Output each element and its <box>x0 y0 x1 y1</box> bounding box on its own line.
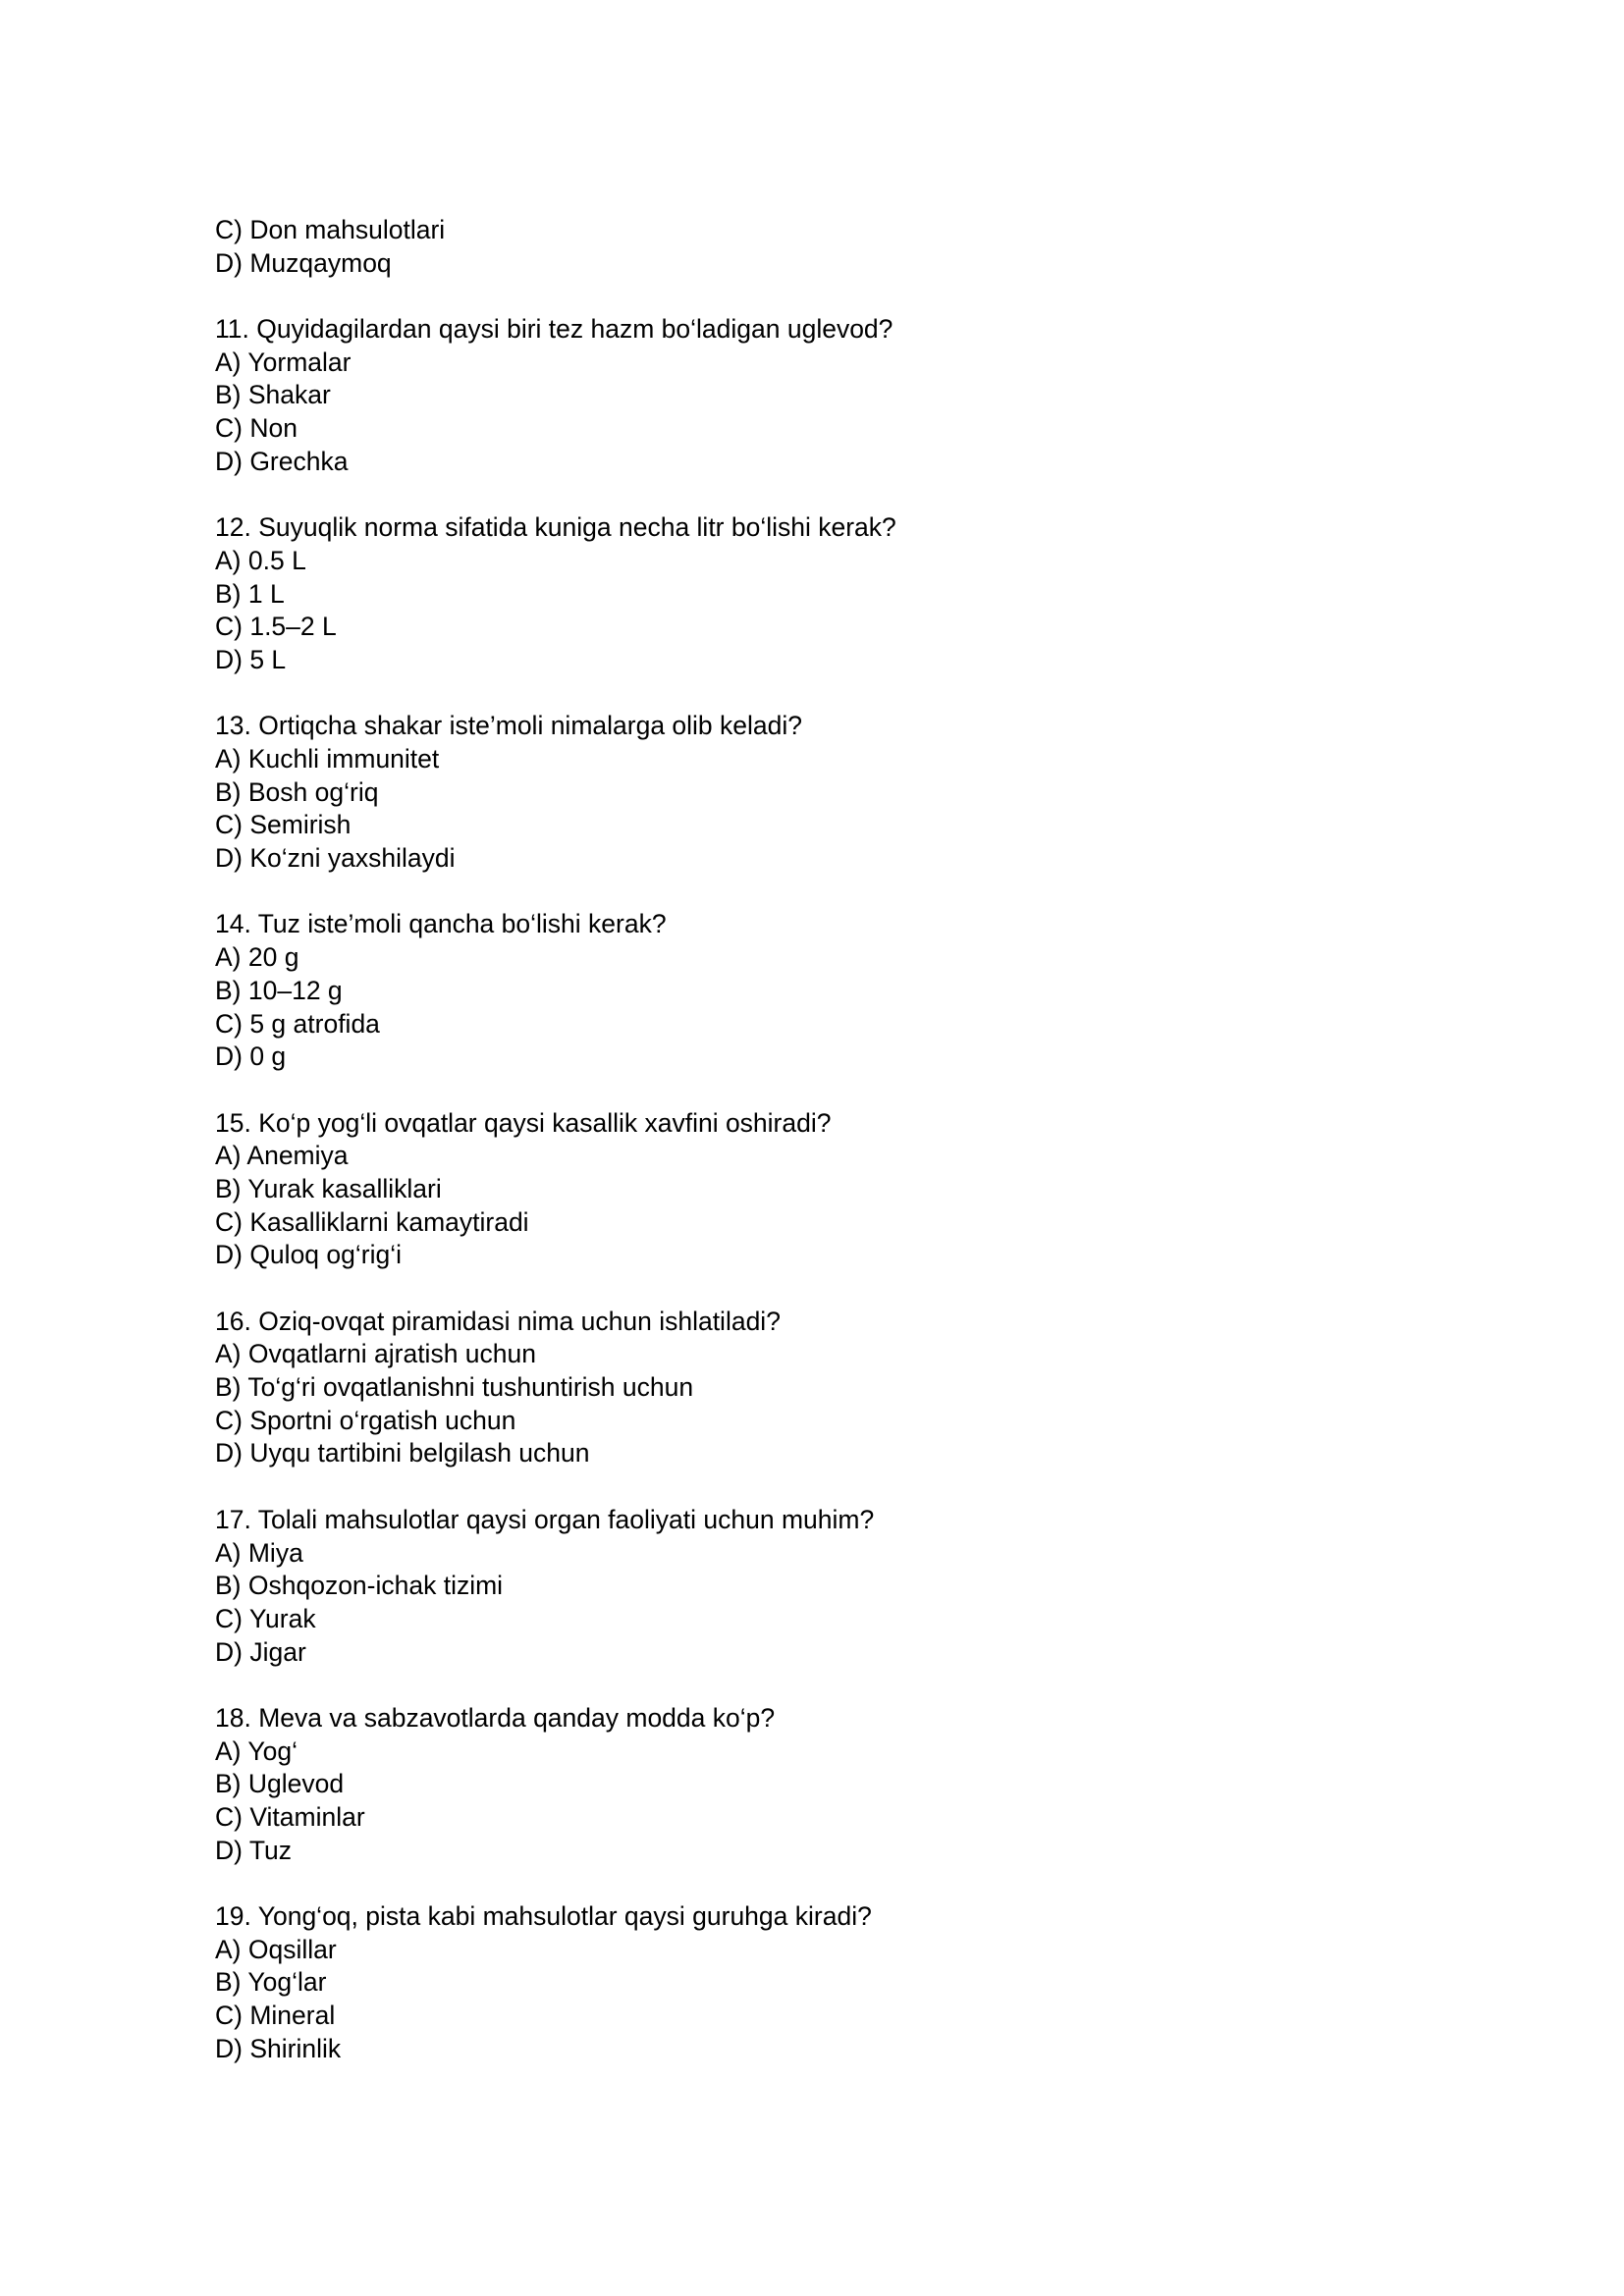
answer-option: D) 0 g <box>215 1041 287 1072</box>
answer-option: D) Jigar <box>215 1636 306 1667</box>
question-text: 11. Quyidagilardan qaysi biri tez hazm bo‘ladigan uglevod? <box>215 314 893 345</box>
continued-question <box>215 214 1433 280</box>
question-16 <box>215 1306 1433 1470</box>
answer-option: A) Miya <box>215 1537 303 1568</box>
spacer <box>215 876 1433 909</box>
answer-option: C) Mineral <box>215 2001 336 2031</box>
question-18 <box>215 1702 1433 1867</box>
answer-option: C) Sportni o‘rgatish uchun <box>215 1405 516 1435</box>
answer-option: B) Uglevod <box>215 1769 345 1799</box>
question-text: 18. Meva va sabzavotlarda qanday modda ko‘p? <box>215 1702 776 1733</box>
question-text: 13. Ortiqcha shakar iste’moli nimalarga olib keladi? <box>215 711 803 741</box>
answer-option: A) 0.5 L <box>215 545 306 575</box>
answer-option: C) Kasalliklarni kamaytiradi <box>215 1206 529 1237</box>
question-17 <box>215 1504 1433 1669</box>
answer-option: D) Muzqaymoq <box>215 247 392 278</box>
answer-option: D) Shirinlik <box>215 2033 342 2063</box>
spacer <box>215 280 1433 313</box>
spacer <box>215 1470 1433 1504</box>
question-13 <box>215 710 1433 875</box>
question-text: 15. Ko‘p yog‘li ovqatlar qaysi kasallik xavfini oshiradi? <box>215 1107 832 1138</box>
spacer <box>215 1867 1433 1900</box>
answer-option: C) Don mahsulotlari <box>215 215 446 244</box>
answer-option: D) Tuz <box>215 1835 293 1865</box>
answer-option: B) Shakar <box>215 380 331 410</box>
question-text: 17. Tolali mahsulotlar qaysi organ faoliyati uchun muhim? <box>215 1504 875 1534</box>
answer-option: D) Quloq og‘rig‘i <box>215 1240 402 1270</box>
answer-option: B) 1 L <box>215 578 285 609</box>
question-14 <box>215 908 1433 1073</box>
answer-option: D) Uyqu tartibini belgilash uchun <box>215 1438 590 1468</box>
question-11 <box>215 313 1433 478</box>
answer-option: C) 5 g atrofida <box>215 1008 380 1039</box>
answer-option: C) Yurak <box>215 1603 316 1633</box>
spacer <box>215 479 1433 512</box>
spacer <box>215 677 1433 711</box>
answer-option: C) 1.5–2 L <box>215 612 337 642</box>
question-text: 19. Yong‘oq, pista kabi mahsulotlar qaysi guruhga kiradi? <box>215 1901 872 1932</box>
answer-option: C) Vitaminlar <box>215 1802 365 1832</box>
spacer <box>215 1074 1433 1107</box>
answer-option: B) Bosh og‘riq <box>215 776 379 807</box>
answer-option: B) Yog‘lar <box>215 1967 327 1998</box>
answer-option: D) 5 L <box>215 644 287 674</box>
answer-option: D) Grechka <box>215 446 349 476</box>
answer-option: B) To‘g‘ri ovqatlanishni tushuntirish uchun <box>215 1372 694 1403</box>
question-19 <box>215 1900 1433 2065</box>
spacer <box>215 1272 1433 1306</box>
answer-option: B) Yurak kasalliklari <box>215 1173 442 1203</box>
answer-option: B) Oshqozon-ichak tizimi <box>215 1571 504 1601</box>
answer-option: A) 20 g <box>215 942 299 973</box>
question-text: 12. Suyuqlik norma sifatida kuniga necha litr bo‘lishi kerak? <box>215 512 896 543</box>
answer-option: D) Ko‘zni yaxshilaydi <box>215 843 456 874</box>
answer-option: A) Ovqatlarni ajratish uchun <box>215 1339 536 1369</box>
question-12 <box>215 511 1433 676</box>
question-text: 16. Oziq-ovqat piramidasi nima uchun ishlatiladi? <box>215 1306 781 1336</box>
answer-option: A) Anemiya <box>215 1141 349 1171</box>
answer-option: A) Yormalar <box>215 347 352 377</box>
spacer <box>215 1669 1433 1702</box>
answer-option: A) Yog‘ <box>215 1735 298 1766</box>
answer-option: C) Semirish <box>215 810 352 840</box>
question-15 <box>215 1107 1433 1272</box>
quiz-content <box>215 214 1433 2066</box>
answer-option: B) 10–12 g <box>215 975 343 1005</box>
answer-option: A) Oqsillar <box>215 1934 337 1964</box>
answer-option: A) Kuchli immunitet <box>215 744 440 774</box>
answer-option: C) Non <box>215 413 298 444</box>
question-text: 14. Tuz iste’moli qancha bo‘lishi kerak? <box>215 909 667 939</box>
